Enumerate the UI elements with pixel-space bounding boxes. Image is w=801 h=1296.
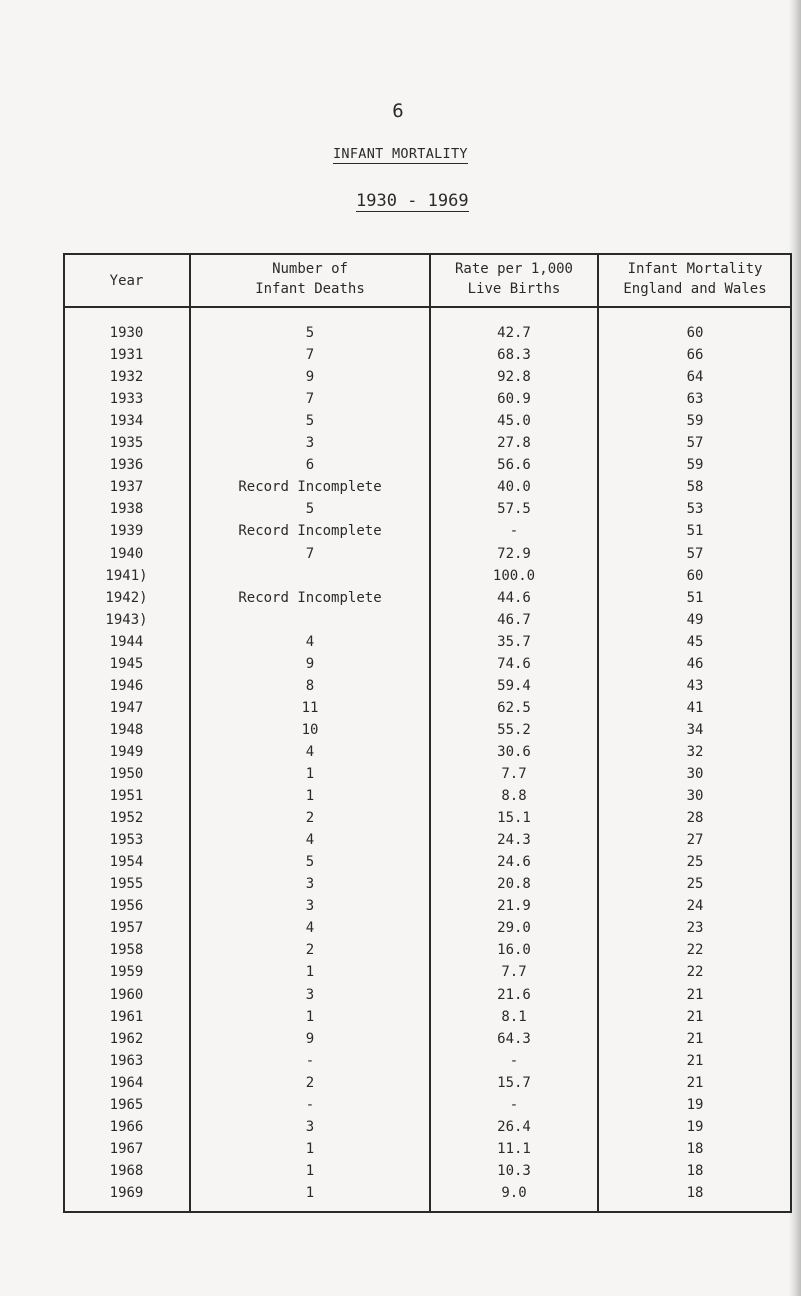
cell-infant-deaths: 1 [305,1140,315,1157]
table-row [63,389,792,409]
table-row [63,367,792,387]
cell-infant-deaths: 11 [301,699,319,716]
cell-infant-deaths: 4 [305,920,315,937]
cell-national-mortality: 18 [686,1162,704,1179]
cell-year: 1961 [109,1008,144,1025]
cell-national-mortality: 49 [686,611,704,628]
cell-infant-deaths: 10 [301,721,319,738]
cell-year: 1934 [109,413,144,430]
cell-rate: 26.4 [497,1118,531,1135]
cell-infant-deaths: - [305,1052,315,1069]
cell-year: 1952 [109,810,144,827]
cell-infant-deaths: 3 [305,876,315,893]
cell-infant-deaths: 5 [305,325,315,341]
cell-year: 1942) [105,589,148,606]
cell-infant-deaths: Record Incomplete [238,523,382,540]
header-infant-deaths-line1: Number of [272,261,348,277]
cell-national-mortality: 57 [686,435,704,452]
table-row [63,830,792,850]
cell-national-mortality: 59 [686,457,704,474]
table-header-rule [63,306,792,308]
table-row [63,676,792,696]
cell-rate: 30.6 [497,743,531,760]
cell-year: 1946 [109,677,144,694]
cell-national-mortality: 32 [686,743,704,760]
table-row [63,345,792,365]
table-row [63,918,792,938]
header-infant-deaths [190,259,430,299]
cell-national-mortality: 18 [686,1184,704,1201]
cell-national-mortality: 43 [686,677,704,694]
table-row [63,896,792,916]
cell-year: 1958 [109,942,144,959]
cell-national-mortality: 21 [686,986,704,1003]
table-row [63,1029,792,1049]
header-national-line2: England and Wales [623,281,767,297]
page-subtitle: 1930 - 1969 [356,191,469,211]
header-national-mortality [598,259,792,299]
header-rate-line1: Rate per 1,000 [454,261,573,277]
cell-rate: 92.8 [497,369,531,386]
cell-year: 1948 [109,721,144,738]
cell-national-mortality: 27 [686,832,704,849]
header-rate-line2: Live Births [467,281,561,297]
table-row [63,962,792,982]
cell-infant-deaths: 9 [305,655,315,672]
cell-year: 1951 [109,788,144,805]
cell-year: 1969 [109,1184,144,1201]
cell-rate: 21.9 [497,898,531,915]
table-row [63,1095,792,1115]
cell-year: 1955 [109,876,144,893]
cell-rate: 44.6 [497,589,531,606]
cell-year: 1947 [109,699,144,716]
cell-rate: 24.6 [497,854,531,871]
cell-national-mortality: 46 [686,655,704,672]
cell-rate: 35.7 [497,633,531,650]
table-row [63,433,792,453]
cell-national-mortality: 21 [686,1074,704,1091]
cell-rate: 24.3 [497,832,531,849]
cell-national-mortality: 19 [686,1096,704,1113]
cell-rate: 10.3 [497,1162,531,1179]
table-row [63,1051,792,1071]
cell-year: 1935 [109,435,144,452]
cell-rate: 60.9 [497,391,531,408]
cell-infant-deaths: - [305,1096,315,1113]
cell-infant-deaths: 4 [305,743,315,760]
cell-infant-deaths: 9 [305,369,315,386]
table-row [63,566,792,586]
table-row [63,786,792,806]
cell-infant-deaths: 4 [305,633,315,650]
table-top-rule [63,253,792,255]
cell-year: 1964 [109,1074,144,1091]
table-row [63,610,792,630]
cell-year: 1957 [109,920,144,937]
cell-year: 1932 [109,369,144,386]
cell-rate: 55.2 [497,721,531,738]
cell-national-mortality: 53 [686,501,704,518]
cell-rate: - [509,1052,519,1069]
cell-rate: 62.5 [497,699,531,716]
cell-national-mortality: 66 [686,347,704,364]
cell-rate: 40.0 [497,479,531,496]
table-row [63,720,792,740]
cell-year: 1959 [109,964,144,981]
cell-year: 1956 [109,898,144,915]
cell-year: 1967 [109,1140,144,1157]
cell-infant-deaths: 7 [305,545,315,562]
cell-rate: 27.8 [497,435,531,452]
cell-year: 1962 [109,1030,144,1047]
cell-infant-deaths: 3 [305,898,315,915]
cell-rate: 11.1 [497,1140,531,1157]
cell-rate: 16.0 [497,942,531,959]
infant-mortality-table [63,253,792,1212]
cell-rate: 57.5 [497,501,531,518]
cell-rate: 42.7 [497,325,531,341]
cell-national-mortality: 41 [686,699,704,716]
cell-national-mortality: 24 [686,898,704,915]
cell-national-mortality: 23 [686,920,704,937]
cell-infant-deaths: 8 [305,677,315,694]
cell-infant-deaths: 7 [305,391,315,408]
table-row [63,477,792,497]
cell-national-mortality: 22 [686,964,704,981]
cell-national-mortality: 22 [686,942,704,959]
cell-national-mortality: 63 [686,391,704,408]
cell-infant-deaths: 2 [305,1074,315,1091]
cell-national-mortality: 51 [686,523,704,540]
cell-infant-deaths: 1 [305,1162,315,1179]
cell-year: 1954 [109,854,144,871]
table-row [63,499,792,519]
cell-infant-deaths: 5 [305,854,315,871]
cell-rate: 8.1 [501,1008,527,1025]
cell-rate: 64.3 [497,1030,531,1047]
table-row [63,323,792,343]
table-row [63,1183,792,1203]
cell-year: 1943) [105,611,148,628]
cell-year: 1939 [109,523,144,540]
table-row [63,742,792,762]
cell-year: 1965 [109,1096,144,1113]
cell-rate: - [509,523,519,540]
header-year: Year [109,273,144,289]
cell-year: 1966 [109,1118,144,1135]
table-row [63,852,792,872]
cell-national-mortality: 28 [686,810,704,827]
cell-year: 1937 [109,479,144,496]
cell-rate: 29.0 [497,920,531,937]
cell-year: 1968 [109,1162,144,1179]
cell-infant-deaths: 1 [305,1184,315,1201]
cell-infant-deaths: 3 [305,1118,315,1135]
cell-national-mortality: 60 [686,325,704,341]
table-row [63,874,792,894]
cell-infant-deaths: 1 [305,788,315,805]
table-row [63,1139,792,1159]
cell-rate: 21.6 [497,986,531,1003]
table-row [63,808,792,828]
table-row [63,698,792,718]
cell-year: 1941) [105,567,148,584]
cell-year: 1960 [109,986,144,1003]
cell-infant-deaths: 2 [305,942,315,959]
cell-year: 1953 [109,832,144,849]
cell-year: 1944 [109,633,144,650]
cell-year: 1945 [109,655,144,672]
cell-year: 1936 [109,457,144,474]
table-row [63,411,792,431]
cell-national-mortality: 19 [686,1118,704,1135]
cell-rate: 74.6 [497,655,531,672]
cell-rate: 20.8 [497,876,531,893]
cell-infant-deaths: 4 [305,832,315,849]
cell-national-mortality: 18 [686,1140,704,1157]
cell-infant-deaths: 6 [305,457,315,474]
cell-national-mortality: 60 [686,567,704,584]
cell-rate: 100.0 [492,567,536,584]
cell-national-mortality: 57 [686,545,704,562]
cell-year: 1931 [109,347,144,364]
cell-rate: 7.7 [501,964,527,981]
cell-national-mortality: 21 [686,1052,704,1069]
table-row [63,544,792,564]
cell-infant-deaths: 3 [305,435,315,452]
header-infant-deaths-line2: Infant Deaths [255,281,365,297]
cell-infant-deaths: 5 [305,501,315,518]
table-row [63,985,792,1005]
table-row [63,1007,792,1027]
table-row [63,521,792,541]
header-rate [430,259,598,299]
cell-rate: 46.7 [497,611,531,628]
cell-year: 1950 [109,766,144,782]
cell-rate: 45.0 [497,413,531,430]
cell-infant-deaths: 2 [305,810,315,827]
cell-infant-deaths: 9 [305,1030,315,1047]
header-national-line1: Infant Mortality [627,261,763,277]
cell-infant-deaths: 7 [305,347,315,364]
cell-national-mortality: 45 [686,633,704,650]
table-row [63,632,792,652]
cell-national-mortality: 30 [686,766,704,782]
table-bottom-rule [63,1211,792,1213]
cell-infant-deaths: 5 [305,413,315,430]
cell-national-mortality: 25 [686,854,704,871]
cell-rate: 72.9 [497,545,531,562]
table-row [63,654,792,674]
cell-national-mortality: 21 [686,1030,704,1047]
cell-national-mortality: 21 [686,1008,704,1025]
table-row [63,764,792,784]
page-title: INFANT MORTALITY [333,146,468,162]
table-row [63,940,792,960]
table-row [63,455,792,475]
cell-rate: 7.7 [501,766,527,782]
cell-rate: 15.7 [497,1074,531,1091]
cell-rate: - [509,1096,519,1113]
cell-infant-deaths: 1 [305,964,315,981]
cell-year: 1949 [109,743,144,760]
cell-national-mortality: 34 [686,721,704,738]
table-row [63,1161,792,1181]
cell-rate: 9.0 [501,1184,527,1201]
cell-year: 1933 [109,391,144,408]
cell-year: 1940 [109,545,144,562]
cell-rate: 56.6 [497,457,531,474]
cell-infant-deaths: Record Incomplete [238,589,382,606]
cell-national-mortality: 25 [686,876,704,893]
cell-infant-deaths: 1 [305,1008,315,1025]
cell-rate: 15.1 [497,810,531,827]
cell-rate: 8.8 [501,788,527,805]
cell-national-mortality: 59 [686,413,704,430]
cell-national-mortality: 30 [686,788,704,805]
cell-year: 1963 [109,1052,144,1069]
cell-infant-deaths: 3 [305,986,315,1003]
cell-national-mortality: 51 [686,589,704,606]
cell-year: 1930 [109,325,144,341]
cell-national-mortality: 58 [686,479,704,496]
table-row [63,1117,792,1137]
cell-year: 1938 [109,501,144,518]
cell-national-mortality: 64 [686,369,704,386]
table-row [63,1073,792,1093]
cell-infant-deaths: 1 [305,766,315,782]
table-row [63,588,792,608]
cell-infant-deaths: Record Incomplete [238,479,382,496]
cell-rate: 59.4 [497,677,531,694]
page-number: 6 [392,100,404,122]
cell-rate: 68.3 [497,347,531,364]
